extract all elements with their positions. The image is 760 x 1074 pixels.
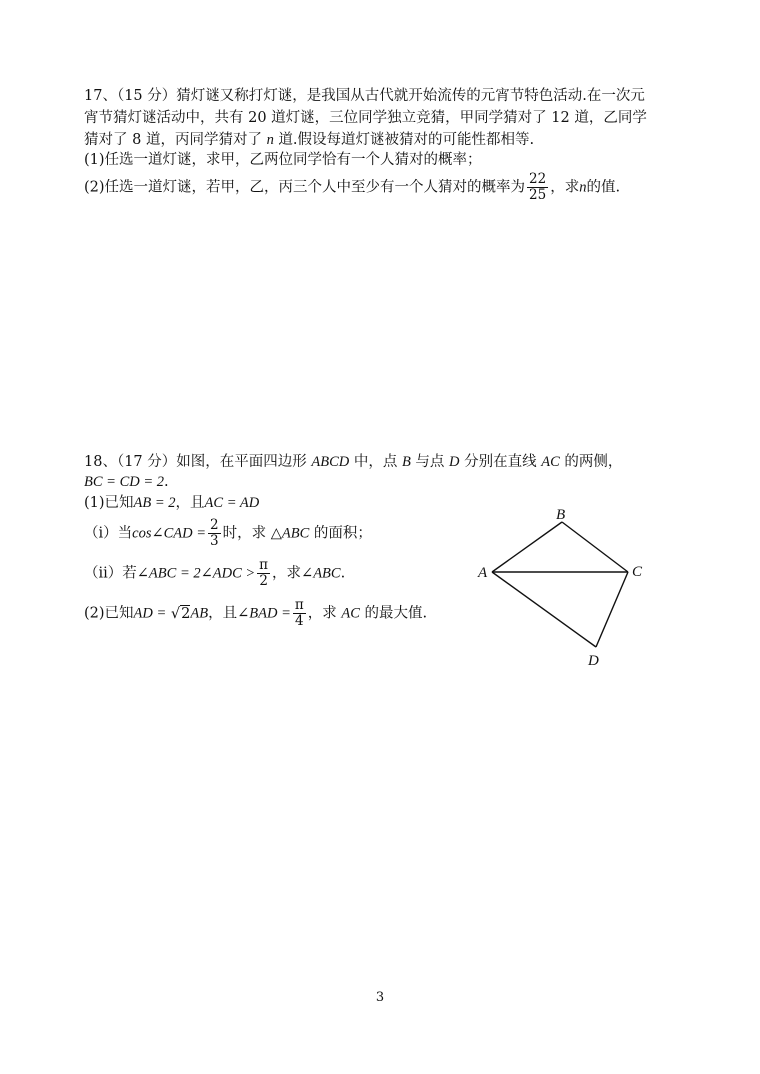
q17-part1-text: (1)任选一道灯谜，求甲，乙两位同学恰有一个人猜对的概率； (84, 152, 482, 168)
label-b: B (556, 507, 566, 523)
edge-dc (596, 572, 628, 647)
q18-part-1-i: （i）当cos∠CAD = $\frac{2}{3}$ 时，求 △ABC 的面积； (84, 517, 372, 549)
edge-ad (492, 572, 596, 647)
label-a: A (478, 565, 488, 581)
q17-number: 17、 (84, 88, 117, 104)
q17-part2-text: (2)任选一道灯谜，若甲，乙，丙三个人中至少有一个人猜对的概率为 (84, 179, 526, 196)
q17-fraction: $\frac{22}{25}$ (529, 171, 547, 203)
q18-fraction-i: $\frac{2}{3}$ (210, 517, 219, 549)
edge-ab (492, 522, 562, 572)
page-number: 3 (375, 990, 385, 1005)
q18-number: 18、 (84, 454, 117, 470)
q17-text: 猜灯谜又称打灯谜，是我国从古代就开始流传的元宵节特色活动.在一次元 (176, 88, 645, 104)
label-d: D (588, 653, 599, 669)
label-c: C (632, 564, 643, 580)
q17-var-n: n (266, 132, 274, 148)
q18-part-2: (2)已知AD = √2AB，且∠BAD = $\frac{\pi}{4}$ ，求 AC 的最大值. (84, 597, 428, 629)
q18-score: （17 分） (116, 454, 177, 470)
q17-text: 道.假设每道灯谜被猜对的可能性都相等. (278, 132, 535, 148)
q17-text: 宵节猜灯谜活动中，共有 20 道灯谜，三位同学独立竞猜，甲同学猜对了 12 道，乙同学 (84, 110, 647, 126)
q18-part-1: (1)已知AB = 2，且AC = AD (84, 495, 260, 511)
q18-fraction-ii: $\frac{\pi}{2}$ (259, 557, 269, 589)
sqrt-symbol: √2 (170, 605, 191, 622)
q18-part-1-ii: （ii）若∠ABC = 2∠ADC > $\frac{\pi}{2}$ ，求∠ABC. (84, 557, 346, 589)
q17-score: （15 分） (116, 88, 177, 104)
q18-line-1: 18、（17 分）如图，在平面四边形 ABCD 中，点 B 与点 D 分别在直线 AC 的两侧， (84, 454, 623, 470)
q18-fraction-2: $\frac{\pi}{4}$ (294, 597, 304, 629)
quadrilateral-figure (470, 502, 660, 674)
q17-line-1 (84, 86, 645, 106)
q18-line-2: BC = CD = 2. (84, 474, 169, 490)
q17-text: 猜对了 8 道，丙同学猜对了 (84, 132, 262, 148)
q17-line-3 (84, 130, 534, 150)
q17-line-2 (84, 108, 647, 128)
q17-var-n: n (579, 179, 587, 196)
q17-part-1 (84, 150, 482, 170)
edge-bc (562, 522, 628, 572)
q17-part-2: (2)任选一道灯谜，若甲，乙，丙三个人中至少有一个人猜对的概率为 $\frac{22}{25}$ ，求n的值. (84, 171, 621, 203)
